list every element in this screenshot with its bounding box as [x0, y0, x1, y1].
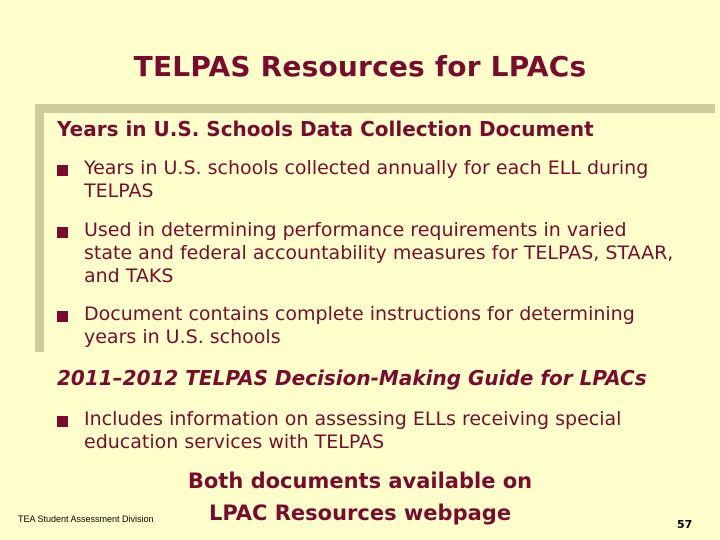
closing-line-2: LPAC Resources webpage	[208, 501, 512, 525]
section-heading-decision-guide: 2011–2012 TELPAS Decision-Making Guide for LPACs	[57, 366, 647, 390]
square-bullet-icon	[57, 416, 68, 427]
page-number: 57	[677, 518, 693, 531]
bullet-text: Document contains complete instructions for determining years in U.S. schools	[84, 303, 635, 348]
square-bullet-icon	[57, 227, 68, 238]
bullet-text: Includes information on assessing ELLs receiving special education services with TELPAS	[84, 408, 622, 453]
footer-organization: TEA Student Assessment Division	[18, 514, 154, 524]
square-bullet-icon	[57, 311, 68, 322]
accent-bar-horizontal	[35, 104, 715, 113]
bullet-text: Used in determining performance requirements in varied state and federal accountability measures for TELPAS, STAAR, and TAKS	[84, 219, 674, 287]
square-bullet-icon	[57, 165, 68, 176]
section-heading-years-document: Years in U.S. Schools Data Collection Document	[57, 117, 594, 141]
slide-title: TELPAS Resources for LPACs	[133, 50, 587, 83]
bullet-text: Years in U.S. schools collected annually for each ELL during TELPAS	[84, 157, 649, 202]
accent-bar-vertical	[35, 104, 44, 352]
closing-line-1: Both documents available on	[187, 469, 533, 493]
